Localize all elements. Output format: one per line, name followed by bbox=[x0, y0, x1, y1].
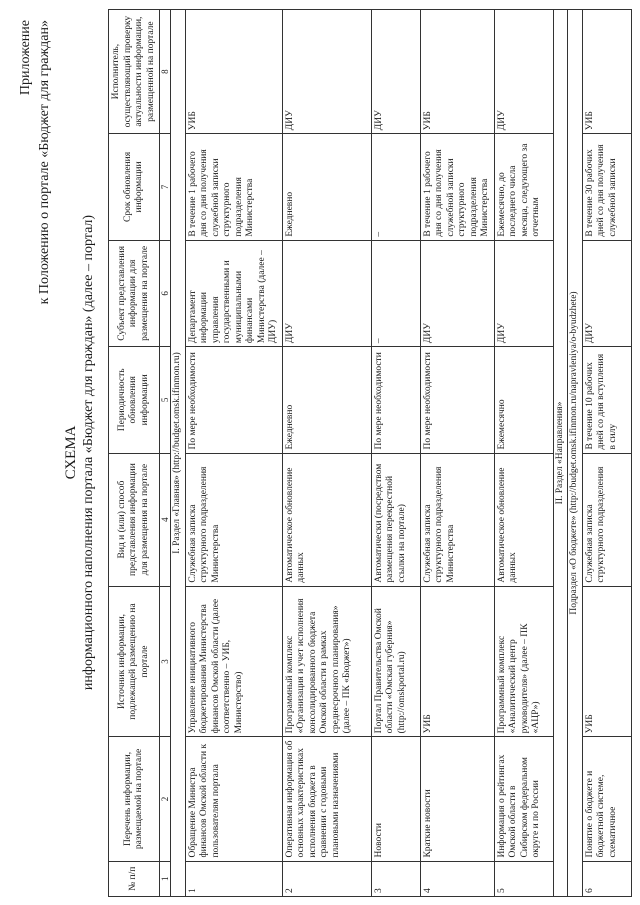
document-title bbox=[62, 0, 98, 905]
method-cell: Автоматическое обновление данных bbox=[282, 453, 371, 586]
checker-cell: УИБ bbox=[420, 10, 494, 134]
column-header: Перечень информации, размещаемой на портале bbox=[109, 737, 160, 861]
column-number: 8 bbox=[160, 10, 171, 134]
column-number: 6 bbox=[160, 240, 171, 346]
column-header: Периодичность обновления информации bbox=[109, 347, 160, 453]
table-header-row bbox=[109, 10, 160, 897]
period-cell: По мере необходимости bbox=[420, 347, 494, 453]
section-row bbox=[171, 10, 186, 897]
subsection-title: Подраздел «О бюджете» (http://budget.omsk.ifinmon.ru/napravleniya/o-byudzhete) bbox=[568, 10, 583, 897]
column-header: Исполнитель, осуществляющий проверку актуальности информации, размещенной на портале bbox=[109, 10, 160, 134]
subject-cell: ДИУ bbox=[582, 240, 631, 346]
row-number: 2 bbox=[282, 861, 371, 896]
method-cell: Автоматическое обновление данных bbox=[494, 453, 553, 586]
row-number: 4 bbox=[420, 861, 494, 896]
table-row bbox=[282, 10, 371, 897]
subject-cell: ДИУ bbox=[420, 240, 494, 346]
subject-cell: Департамент информации управления государственными и муниципальными финансами Министерства (далее – ДИУ) bbox=[185, 240, 282, 346]
deadline-cell: В течение 30 рабочих дней со дня получения служебной записки bbox=[582, 134, 631, 240]
appendix-label: Приложение bbox=[18, 20, 33, 96]
period-cell: По мере необходимости bbox=[371, 347, 420, 453]
subject-cell: ДИУ bbox=[282, 240, 371, 346]
table-row bbox=[494, 10, 553, 897]
column-header: № п/п bbox=[109, 861, 160, 896]
row-number: 3 bbox=[371, 861, 420, 896]
checker-cell: ДИУ bbox=[494, 10, 553, 134]
column-number: 1 bbox=[160, 861, 171, 896]
appendix-reference: к Положению о портале «Бюджет для граждан» bbox=[37, 20, 52, 305]
source-cell: Программный комплекс «Аналитический центр руководителя» (далее – ПК «АЦР») bbox=[494, 586, 553, 737]
period-cell: Ежедневно bbox=[282, 347, 371, 453]
checker-cell: УИБ bbox=[582, 10, 631, 134]
column-number: 3 bbox=[160, 586, 171, 737]
column-number: 7 bbox=[160, 134, 171, 240]
deadline-cell: Ежемесячно, до последнего числа месяца, следующего за отчетным bbox=[494, 134, 553, 240]
info-cell: Новости bbox=[371, 737, 420, 861]
column-number: 4 bbox=[160, 453, 171, 586]
subject-cell: ДИУ bbox=[494, 240, 553, 346]
period-cell: В течение 10 рабочих дней со дня вступления в силу bbox=[582, 347, 631, 453]
checker-cell: УИБ bbox=[185, 10, 282, 134]
source-cell: УИБ bbox=[420, 586, 494, 737]
column-header: Срок обновления информации bbox=[109, 134, 160, 240]
deadline-cell: В течение 1 рабочего дня со дня получения служебной записки структурного подразделения Министерства bbox=[420, 134, 494, 240]
method-cell: Служебная записка структурного подразделения Министерства bbox=[185, 453, 282, 586]
row-number: 1 bbox=[185, 861, 282, 896]
source-cell: Портал Правительства Омской области «Омская губерния» (http://omskportal.ru) bbox=[371, 586, 420, 737]
deadline-cell: В течение 1 рабочего дня со дня получения служебной записки структурного подразделения Министерства bbox=[185, 134, 282, 240]
checker-cell: ДИУ bbox=[371, 10, 420, 134]
title-subheading: информационного наполнения портала «Бюджет для граждан» (далее – портал) bbox=[81, 214, 96, 691]
deadline-cell: – bbox=[371, 134, 420, 240]
deadline-cell: Ежедневно bbox=[282, 134, 371, 240]
title-heading: СХЕМА bbox=[63, 425, 79, 480]
table-row bbox=[582, 10, 631, 897]
column-number: 5 bbox=[160, 347, 171, 453]
column-number: 2 bbox=[160, 737, 171, 861]
table-row bbox=[185, 10, 282, 897]
period-cell: По мере необходимости bbox=[185, 347, 282, 453]
info-cell: Обращение Министра финансов Омской области к пользователям портала bbox=[185, 737, 282, 861]
column-header: Источник информации, подлежащей размещению на портале bbox=[109, 586, 160, 737]
info-cell: Понятие о бюджете и бюджетной системе, схематичное bbox=[582, 737, 631, 861]
row-number: 5 bbox=[494, 861, 553, 896]
appendix-header bbox=[16, 20, 54, 304]
checker-cell: ДИУ bbox=[282, 10, 371, 134]
source-cell: Программный комплекс «Организация и учет исполнения консолидированного бюджета Омской области в рамках среднесрочного планирования» (далее – ПК «Бюджет») bbox=[282, 586, 371, 737]
period-cell: Ежемесячно bbox=[494, 347, 553, 453]
column-number-row bbox=[160, 10, 171, 897]
info-cell: Информация о рейтингах Омской области в Сибирском федеральном округе и по России bbox=[494, 737, 553, 861]
method-cell: Автоматически (посредством размещения перекрестной ссылки на портале) bbox=[371, 453, 420, 586]
row-number: 6 bbox=[582, 861, 631, 896]
table-row bbox=[371, 10, 420, 897]
table-row bbox=[420, 10, 494, 897]
section-row bbox=[553, 10, 568, 897]
column-header: Вид и (или) способ представления информации для размещения на портале bbox=[109, 453, 160, 586]
info-cell: Оперативная информация об основных характеристиках исполнения бюджета в сравнении с годовыми плановыми назначениями bbox=[282, 737, 371, 861]
content-schema-table bbox=[108, 9, 632, 897]
column-header: Субъект представления информации для размещения на портале bbox=[109, 240, 160, 346]
method-cell: Служебная записка структурного подразделения bbox=[582, 453, 631, 586]
info-cell: Краткие новости bbox=[420, 737, 494, 861]
source-cell: УИБ bbox=[582, 586, 631, 737]
source-cell: Управление инициативного бюджетирования Министерства финансов Омской области (далее соответственно – УИБ, Министерство) bbox=[185, 586, 282, 737]
section-title: I. Раздел «Главная» (http://budget.omsk.ifinmon.ru) bbox=[171, 10, 186, 897]
method-cell: Служебная записка структурного подразделения Министерства bbox=[420, 453, 494, 586]
section-title: II. Раздел «Направления» bbox=[553, 10, 568, 897]
subject-cell: – bbox=[371, 240, 420, 346]
subsection-row bbox=[568, 10, 583, 897]
